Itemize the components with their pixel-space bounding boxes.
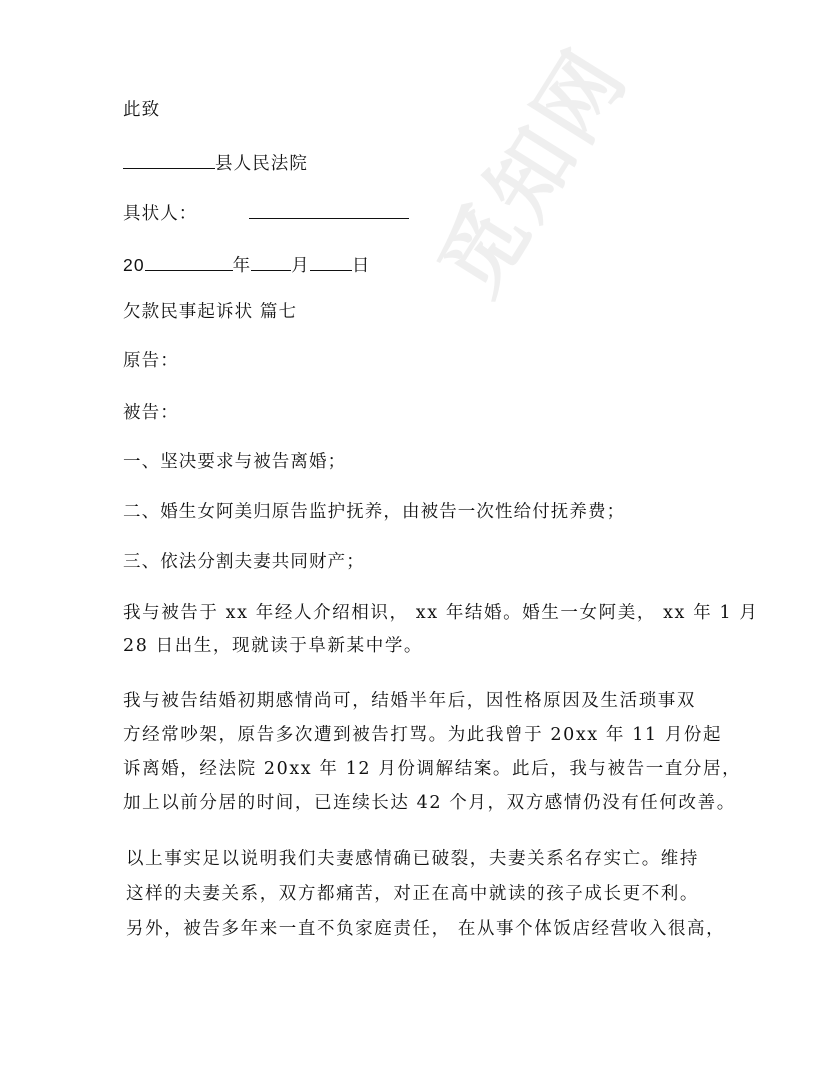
- date-month-label: 月: [291, 256, 310, 276]
- claim-item: 二、婚生女阿美归原告监护抚养，由被告一次性给付抚养费；: [123, 502, 626, 522]
- section-title: 欠款民事起诉状 篇七: [123, 302, 298, 322]
- court-suffix: 县人民法院: [215, 154, 308, 174]
- date-year-label: 年: [232, 256, 252, 276]
- date-day-label: 日: [351, 256, 371, 276]
- day-blank: [310, 252, 352, 271]
- closing-salutation: 此致: [123, 100, 161, 120]
- signature-blank: [249, 200, 409, 219]
- year-blank: [145, 252, 233, 271]
- paragraph-line: 诉离婚，经法院 20xx 年 12 月份调解结案。此后，我与被告一直分居，: [123, 759, 742, 779]
- date-line: [123, 252, 371, 278]
- paragraph-line: 这样的夫妻关系，双方都痛苦，对正在高中就读的孩子成长更不利。: [126, 884, 699, 904]
- paragraph-line: 我与被告于 xx 年经人介绍相识， xx 年结婚。婚生一女阿美， xx 年 1 月: [123, 603, 759, 623]
- paragraph-line: 方经常吵架，原告多次遭到被告打骂。为此我曾于 20xx 年 11 月份起: [123, 725, 723, 745]
- plaintiff-label: 原告：: [123, 351, 179, 371]
- defendant-label: 被告：: [123, 403, 179, 423]
- paragraph-line: 加上以前分居的时间，已连续长达 42 个月，双方感情仍没有任何改善。: [123, 793, 736, 813]
- month-blank: [251, 252, 291, 271]
- court-name-blank: [123, 150, 215, 169]
- signature-label: 具状人：: [123, 204, 198, 224]
- claim-item: 一、坚决要求与被告离婚；: [123, 452, 347, 472]
- paragraph-line: 28 日出生，现就读于阜新某中学。: [123, 636, 424, 656]
- date-year-prefix: 20: [123, 255, 145, 275]
- watermark: 觅知网: [420, 30, 647, 312]
- plaintiff-signature-line: [123, 200, 409, 226]
- claim-item: 三、依法分割夫妻共同财产；: [123, 552, 365, 572]
- paragraph-line: 我与被告结婚初期感情尚可，结婚半年后，因性格原因及生活琐事双: [123, 691, 696, 711]
- paragraph-line: 以上事实足以说明我们夫妻感情确已破裂，夫妻关系名存实亡。维持: [126, 849, 699, 869]
- court-line: [123, 150, 308, 176]
- paragraph-line: 另外，被告多年来一直不负家庭责任， 在从事个体饭店经营收入很高，: [126, 919, 726, 939]
